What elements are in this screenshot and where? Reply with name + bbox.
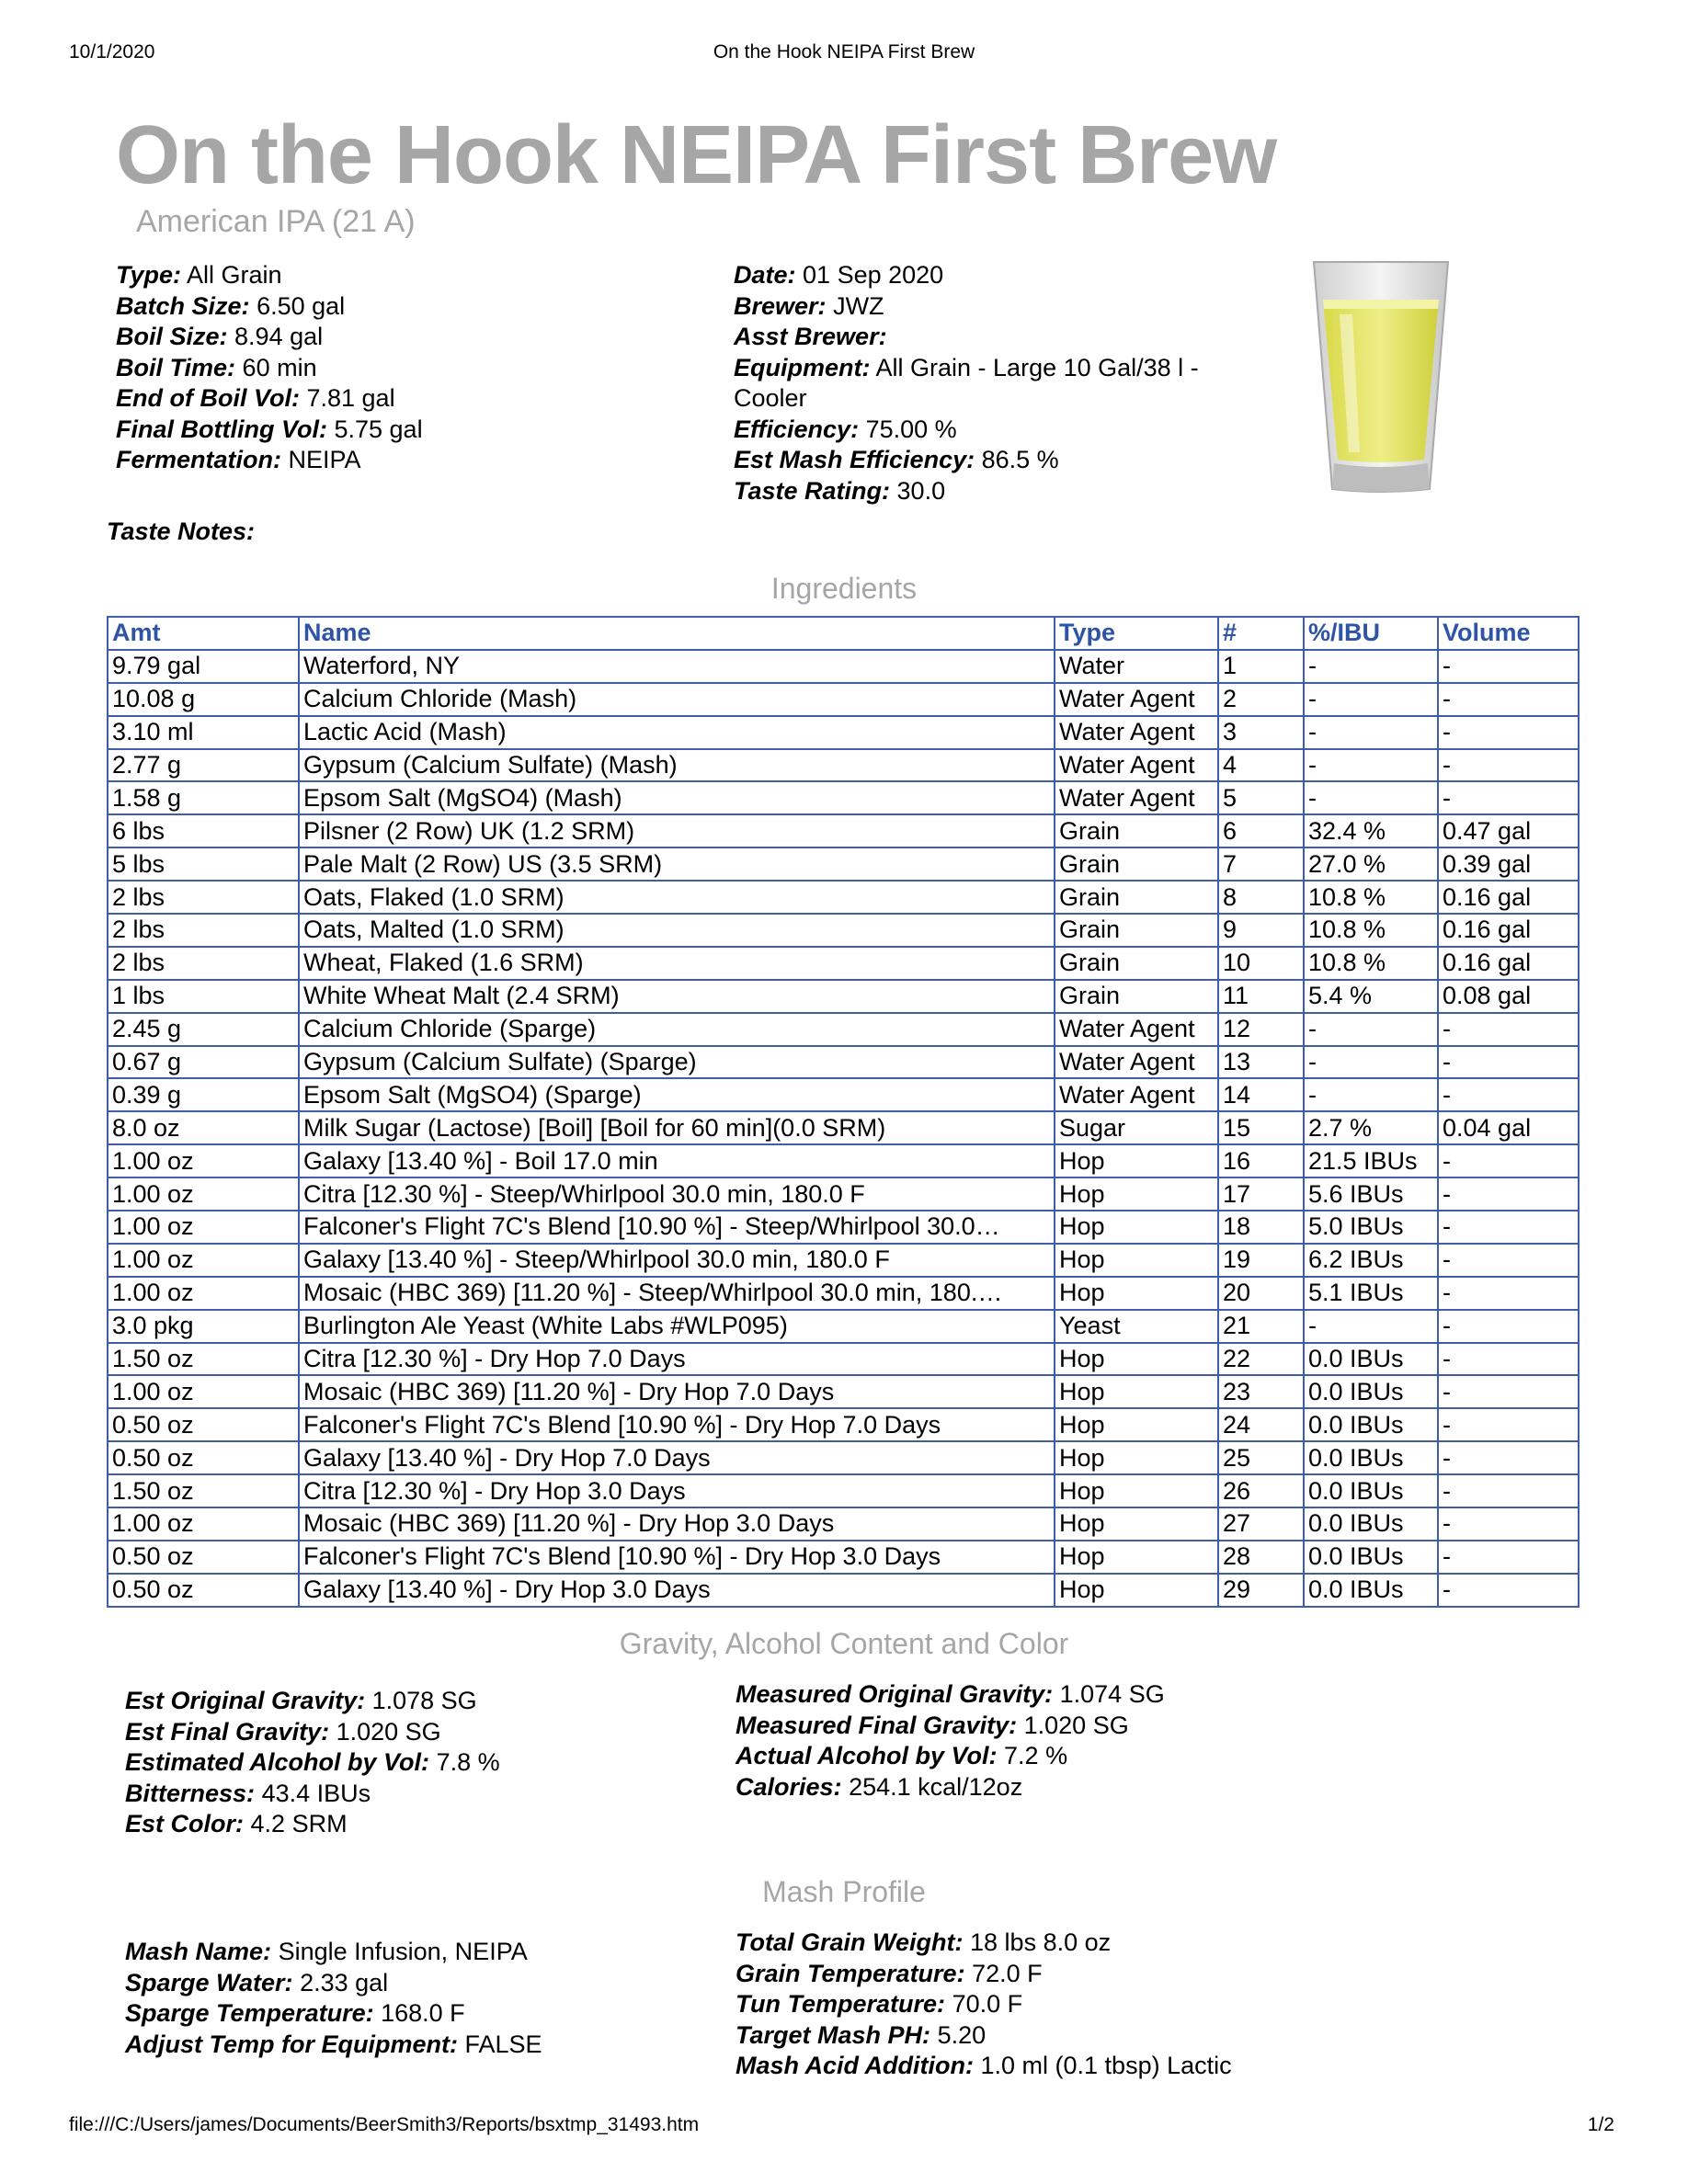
table-cell: 6 lbs [108, 814, 299, 847]
table-cell: 14 [1218, 1078, 1304, 1111]
grain-temperature: Grain Temperature: 72.0 F [736, 1959, 1043, 1987]
table-cell: 1.50 oz [108, 1343, 299, 1376]
est-color: Est Color: 4.2 SRM [125, 1810, 348, 1837]
table-cell: - [1438, 1441, 1579, 1474]
table-row [108, 914, 1579, 947]
mash-name: Mash Name: Single Infusion, NEIPA [125, 1938, 528, 1965]
table-row [108, 1441, 1579, 1474]
table-cell: 15 [1218, 1111, 1304, 1144]
table-cell: Galaxy [13.40 %] - Steep/Whirlpool 30.0 min, 180.0 F [299, 1244, 1055, 1277]
table-cell: 0.0 IBUs [1304, 1474, 1438, 1507]
table-cell: 2 [1218, 683, 1304, 716]
table-cell: Oats, Malted (1.0 SRM) [299, 914, 1055, 947]
info-brewer: Brewer: JWZ [734, 291, 884, 320]
table-cell: 19 [1218, 1244, 1304, 1277]
info-batch-size: Batch Size: 6.50 gal [116, 291, 346, 320]
info-fermentation: Fermentation: NEIPA [116, 446, 361, 473]
table-cell: 2.45 g [108, 1013, 299, 1046]
table-row [108, 1211, 1579, 1244]
table-cell: 9.79 gal [108, 650, 299, 683]
table-cell: Epsom Salt (MgSO4) (Sparge) [299, 1078, 1055, 1111]
table-cell: - [1304, 749, 1438, 782]
table-cell: 0.0 IBUs [1304, 1541, 1438, 1574]
table-cell: 10.08 g [108, 683, 299, 716]
table-cell: - [1438, 1046, 1579, 1079]
table-cell: 0.16 gal [1438, 881, 1579, 914]
table-cell: 1 [1218, 650, 1304, 683]
table-cell: 17 [1218, 1177, 1304, 1211]
table-cell: Hop [1055, 1408, 1218, 1441]
table-row [108, 1244, 1579, 1277]
table-cell: Hop [1055, 1574, 1218, 1607]
table-cell: - [1438, 1244, 1579, 1277]
table-cell: Hop [1055, 1244, 1218, 1277]
info-equipment-cont: Cooler [734, 384, 807, 412]
info-equipment: Equipment: All Grain - Large 10 Gal/38 l - [734, 353, 1199, 381]
table-cell: - [1438, 1474, 1579, 1507]
table-cell: 1.50 oz [108, 1474, 299, 1507]
est-final-gravity: Est Final Gravity: 1.020 SG [125, 1717, 441, 1746]
table-cell: 1.00 oz [108, 1177, 299, 1211]
table-row [108, 1375, 1579, 1408]
table-cell: - [1304, 683, 1438, 716]
table-cell: 18 [1218, 1211, 1304, 1244]
table-cell: 1 lbs [108, 980, 299, 1013]
est-original-gravity: Est Original Gravity: 1.078 SG [125, 1687, 477, 1714]
table-cell: Galaxy [13.40 %] - Boil 17.0 min [299, 1144, 1055, 1177]
info-taste-rating: Taste Rating: 30.0 [734, 476, 946, 505]
table-cell: 4 [1218, 749, 1304, 782]
table-row [108, 781, 1579, 814]
table-cell: - [1304, 1046, 1438, 1079]
table-cell: - [1438, 650, 1579, 683]
table-cell: 0.50 oz [108, 1541, 299, 1574]
table-cell: - [1438, 781, 1579, 814]
table-row [108, 1277, 1579, 1310]
total-grain-weight: Total Grain Weight: 18 lbs 8.0 oz [736, 1928, 1112, 1956]
table-cell: - [1438, 1408, 1579, 1441]
table-row [108, 683, 1579, 716]
table-cell: - [1438, 1541, 1579, 1574]
table-cell: Citra [12.30 %] - Dry Hop 3.0 Days [299, 1474, 1055, 1507]
measured-original-gravity: Measured Original Gravity: 1.074 SG [736, 1680, 1165, 1708]
column-header: Amt [108, 617, 299, 650]
table-cell: - [1304, 781, 1438, 814]
print-header-title: On the Hook NEIPA First Brew [713, 41, 975, 63]
table-cell: 0.50 oz [108, 1574, 299, 1607]
table-cell: 5 lbs [108, 847, 299, 881]
table-cell: Water Agent [1055, 1078, 1218, 1111]
table-cell: 20 [1218, 1277, 1304, 1310]
gravity-measured [736, 1679, 1165, 1803]
column-header: # [1218, 617, 1304, 650]
table-cell: Calcium Chloride (Mash) [299, 683, 1055, 716]
recipe-info-right [734, 260, 1199, 506]
table-cell: 29 [1218, 1574, 1304, 1607]
table-cell: 0.16 gal [1438, 914, 1579, 947]
table-cell: White Wheat Malt (2.4 SRM) [299, 980, 1055, 1013]
table-cell: 21 [1218, 1310, 1304, 1343]
table-row [108, 716, 1579, 749]
table-cell: 12 [1218, 1013, 1304, 1046]
table-cell: - [1304, 1310, 1438, 1343]
info-end-of-boil-vol: End of Boil Vol: 7.81 gal [116, 384, 395, 412]
table-cell: 27 [1218, 1507, 1304, 1541]
column-header: %/IBU [1304, 617, 1438, 650]
mash-heading: Mash Profile [762, 1875, 926, 1908]
tun-temperature: Tun Temperature: 70.0 F [736, 1990, 1023, 2018]
table-cell: - [1438, 1144, 1579, 1177]
table-cell: 16 [1218, 1144, 1304, 1177]
info-asst-brewer: Asst Brewer: [734, 323, 887, 350]
table-cell: 0.39 gal [1438, 847, 1579, 881]
gravity-heading: Gravity, Alcohol Content and Color [619, 1627, 1069, 1660]
table-cell: 3.0 pkg [108, 1310, 299, 1343]
table-cell: 27.0 % [1304, 847, 1438, 881]
table-cell: Water Agent [1055, 716, 1218, 749]
column-header: Type [1055, 617, 1218, 650]
table-cell: 1.00 oz [108, 1277, 299, 1310]
table-cell: Pilsner (2 Row) UK (1.2 SRM) [299, 814, 1055, 847]
measured-final-gravity: Measured Final Gravity: 1.020 SG [736, 1711, 1129, 1739]
bitterness: Bitterness: 43.4 IBUs [125, 1779, 371, 1807]
table-cell: Sugar [1055, 1111, 1218, 1144]
table-cell: - [1304, 716, 1438, 749]
table-cell: 2 lbs [108, 914, 299, 947]
table-row [108, 980, 1579, 1013]
table-cell: Hop [1055, 1211, 1218, 1244]
mash-right [736, 1928, 1232, 2082]
table-cell: 10.8 % [1304, 914, 1438, 947]
table-cell: 0.47 gal [1438, 814, 1579, 847]
table-cell: 22 [1218, 1343, 1304, 1376]
table-cell: 0.50 oz [108, 1408, 299, 1441]
table-cell: 13 [1218, 1046, 1304, 1079]
table-cell: 0.67 g [108, 1046, 299, 1079]
table-cell: 0.08 gal [1438, 980, 1579, 1013]
info-est-mash-efficiency: Est Mash Efficiency: 86.5 % [734, 446, 1059, 473]
adjust-temp-for-equipment: Adjust Temp for Equipment: FALSE [125, 2030, 542, 2058]
table-cell: 0.0 IBUs [1304, 1343, 1438, 1376]
actual-abv: Actual Alcohol by Vol: 7.2 % [736, 1742, 1068, 1769]
table-cell: - [1438, 1574, 1579, 1607]
table-cell: Grain [1055, 847, 1218, 881]
table-cell: 10 [1218, 947, 1304, 980]
table-cell: Gypsum (Calcium Sulfate) (Mash) [299, 749, 1055, 782]
recipe-title: On the Hook NEIPA First Brew [116, 109, 1277, 201]
table-row [108, 1046, 1579, 1079]
table-cell: 0.0 IBUs [1304, 1507, 1438, 1541]
table-cell: Waterford, NY [299, 650, 1055, 683]
table-cell: 0.50 oz [108, 1441, 299, 1474]
table-cell: 0.0 IBUs [1304, 1375, 1438, 1408]
table-cell: 3.10 ml [108, 716, 299, 749]
table-row [108, 650, 1579, 683]
ingredients-header-row [108, 617, 1579, 650]
table-cell: Mosaic (HBC 369) [11.20 %] - Dry Hop 3.0 Days [299, 1507, 1055, 1541]
table-cell: Calcium Chloride (Sparge) [299, 1013, 1055, 1046]
table-cell: 21.5 IBUs [1304, 1144, 1438, 1177]
table-cell: Oats, Flaked (1.0 SRM) [299, 881, 1055, 914]
print-footer-path: file:///C:/Users/james/Documents/BeerSmith3/Reports/bsxtmp_31493.htm [69, 2114, 700, 2135]
table-cell: - [1438, 1507, 1579, 1541]
table-row [108, 1574, 1579, 1607]
table-cell: - [1304, 1078, 1438, 1111]
table-cell: 0.16 gal [1438, 947, 1579, 980]
ingredients-heading: Ingredients [770, 572, 918, 605]
table-cell: Falconer's Flight 7C's Blend [10.90 %] - Steep/Whirlpool 30.0… [299, 1211, 1055, 1244]
table-cell: Grain [1055, 947, 1218, 980]
table-cell: 9 [1218, 914, 1304, 947]
table-cell: 5 [1218, 781, 1304, 814]
table-cell: 6 [1218, 814, 1304, 847]
table-cell: Grain [1055, 881, 1218, 914]
table-cell: - [1438, 1078, 1579, 1111]
info-final-bottling-vol: Final Bottling Vol: 5.75 gal [116, 415, 423, 443]
table-row [108, 1111, 1579, 1144]
table-cell: - [1438, 683, 1579, 716]
table-cell: Water Agent [1055, 1046, 1218, 1079]
table-cell: 6.2 IBUs [1304, 1244, 1438, 1277]
table-cell: 25 [1218, 1441, 1304, 1474]
table-cell: Water Agent [1055, 1013, 1218, 1046]
recipe-info-left [116, 260, 423, 476]
table-cell: - [1438, 749, 1579, 782]
table-cell: - [1438, 1277, 1579, 1310]
recipe-style: American IPA (21 A) [136, 204, 416, 239]
table-cell: Falconer's Flight 7C's Blend [10.90 %] - Dry Hop 3.0 Days [299, 1541, 1055, 1574]
table-row [108, 947, 1579, 980]
table-cell: 26 [1218, 1474, 1304, 1507]
table-cell: 24 [1218, 1408, 1304, 1441]
table-cell: - [1438, 1211, 1579, 1244]
table-cell: 32.4 % [1304, 814, 1438, 847]
info-efficiency: Efficiency: 75.00 % [734, 415, 957, 443]
table-cell: Water Agent [1055, 683, 1218, 716]
table-row [108, 1343, 1579, 1376]
table-cell: - [1304, 1013, 1438, 1046]
calories: Calories: 254.1 kcal/12oz [736, 1772, 1023, 1801]
table-cell: Citra [12.30 %] - Steep/Whirlpool 30.0 min, 180.0 F [299, 1177, 1055, 1211]
table-cell: Falconer's Flight 7C's Blend [10.90 %] - Dry Hop 7.0 Days [299, 1408, 1055, 1441]
table-cell: Yeast [1055, 1310, 1218, 1343]
table-cell: 0.39 g [108, 1078, 299, 1111]
table-cell: 11 [1218, 980, 1304, 1013]
table-cell: Grain [1055, 980, 1218, 1013]
sparge-temperature: Sparge Temperature: 168.0 F [125, 1999, 465, 2027]
table-cell: 3 [1218, 716, 1304, 749]
table-cell: - [1438, 1013, 1579, 1046]
table-cell: Hop [1055, 1507, 1218, 1541]
table-cell: 5.0 IBUs [1304, 1211, 1438, 1244]
table-cell: Hop [1055, 1277, 1218, 1310]
estimated-abv: Estimated Alcohol by Vol: 7.8 % [125, 1748, 500, 1776]
table-cell: 8 [1218, 881, 1304, 914]
table-cell: Pale Malt (2 Row) US (3.5 SRM) [299, 847, 1055, 881]
table-cell: Epsom Salt (MgSO4) (Mash) [299, 781, 1055, 814]
table-cell: 10.8 % [1304, 881, 1438, 914]
table-cell: 1.00 oz [108, 1211, 299, 1244]
table-cell: Citra [12.30 %] - Dry Hop 7.0 Days [299, 1343, 1055, 1376]
table-cell: Wheat, Flaked (1.6 SRM) [299, 947, 1055, 980]
table-cell: - [1438, 716, 1579, 749]
table-row [108, 1078, 1579, 1111]
table-cell: 23 [1218, 1375, 1304, 1408]
table-cell: Hop [1055, 1144, 1218, 1177]
table-cell: 5.4 % [1304, 980, 1438, 1013]
print-date: 10/1/2020 [69, 41, 155, 63]
info-date: Date: 01 Sep 2020 [734, 261, 944, 289]
table-row [108, 1408, 1579, 1441]
table-cell: 1.00 oz [108, 1144, 299, 1177]
beer-glass-icon [1312, 259, 1450, 496]
table-cell: 2 lbs [108, 947, 299, 980]
table-cell: 5.1 IBUs [1304, 1277, 1438, 1310]
table-cell: Galaxy [13.40 %] - Dry Hop 3.0 Days [299, 1574, 1055, 1607]
taste-notes-label: Taste Notes: [107, 518, 256, 545]
table-cell: 5.6 IBUs [1304, 1177, 1438, 1211]
table-cell: Lactic Acid (Mash) [299, 716, 1055, 749]
table-cell: 28 [1218, 1541, 1304, 1574]
info-boil-size: Boil Size: 8.94 gal [116, 323, 324, 350]
table-cell: 7 [1218, 847, 1304, 881]
info-type: Type: All Grain [116, 261, 282, 289]
print-page-number: 1/2 [1587, 2114, 1614, 2135]
column-header: Volume [1438, 617, 1579, 650]
table-cell: 0.04 gal [1438, 1111, 1579, 1144]
table-cell: Hop [1055, 1474, 1218, 1507]
table-cell: - [1438, 1375, 1579, 1408]
mash-acid-addition: Mash Acid Addition: 1.0 ml (0.1 tbsp) Lactic [736, 2052, 1232, 2079]
table-cell: Galaxy [13.40 %] - Dry Hop 7.0 Days [299, 1441, 1055, 1474]
table-cell: Burlington Ale Yeast (White Labs #WLP095) [299, 1310, 1055, 1343]
table-cell: 1.00 oz [108, 1244, 299, 1277]
table-cell: Hop [1055, 1441, 1218, 1474]
table-cell: Water [1055, 650, 1218, 683]
table-cell: Mosaic (HBC 369) [11.20 %] - Steep/Whirlpool 30.0 min, 180.… [299, 1277, 1055, 1310]
table-cell: 0.0 IBUs [1304, 1408, 1438, 1441]
mash-left [125, 1937, 542, 2060]
target-mash-ph: Target Mash PH: 5.20 [736, 2020, 987, 2049]
sparge-water: Sparge Water: 2.33 gal [125, 1968, 389, 1996]
table-row [108, 1507, 1579, 1541]
table-row [108, 847, 1579, 881]
table-cell: Hop [1055, 1177, 1218, 1211]
table-cell: Gypsum (Calcium Sulfate) (Sparge) [299, 1046, 1055, 1079]
table-cell: Grain [1055, 814, 1218, 847]
table-cell: Mosaic (HBC 369) [11.20 %] - Dry Hop 7.0 Days [299, 1375, 1055, 1408]
table-cell: 2 lbs [108, 881, 299, 914]
table-cell: Grain [1055, 914, 1218, 947]
table-cell: - [1438, 1177, 1579, 1211]
table-cell: Hop [1055, 1343, 1218, 1376]
table-row [108, 1474, 1579, 1507]
table-row [108, 1144, 1579, 1177]
ingredients-table [107, 616, 1580, 1608]
table-cell: - [1438, 1343, 1579, 1376]
table-cell: 2.7 % [1304, 1111, 1438, 1144]
table-cell: 0.0 IBUs [1304, 1441, 1438, 1474]
gravity-estimates [125, 1686, 500, 1840]
table-cell: 1.00 oz [108, 1507, 299, 1541]
table-cell: - [1438, 1310, 1579, 1343]
table-cell: Water Agent [1055, 781, 1218, 814]
table-cell: Milk Sugar (Lactose) [Boil] [Boil for 60 min](0.0 SRM) [299, 1111, 1055, 1144]
table-row [108, 814, 1579, 847]
table-row [108, 1013, 1579, 1046]
table-row [108, 1541, 1579, 1574]
table-row [108, 749, 1579, 782]
table-cell: 1.58 g [108, 781, 299, 814]
table-cell: 2.77 g [108, 749, 299, 782]
table-row [108, 881, 1579, 914]
table-cell: Hop [1055, 1375, 1218, 1408]
table-cell: 1.00 oz [108, 1375, 299, 1408]
column-header: Name [299, 617, 1055, 650]
table-cell: Hop [1055, 1541, 1218, 1574]
table-cell: 0.0 IBUs [1304, 1574, 1438, 1607]
table-cell: 8.0 oz [108, 1111, 299, 1144]
table-cell: 10.8 % [1304, 947, 1438, 980]
table-cell: Water Agent [1055, 749, 1218, 782]
table-row [108, 1310, 1579, 1343]
table-row [108, 1177, 1579, 1211]
table-cell: - [1304, 650, 1438, 683]
info-boil-time: Boil Time: 60 min [116, 353, 317, 381]
